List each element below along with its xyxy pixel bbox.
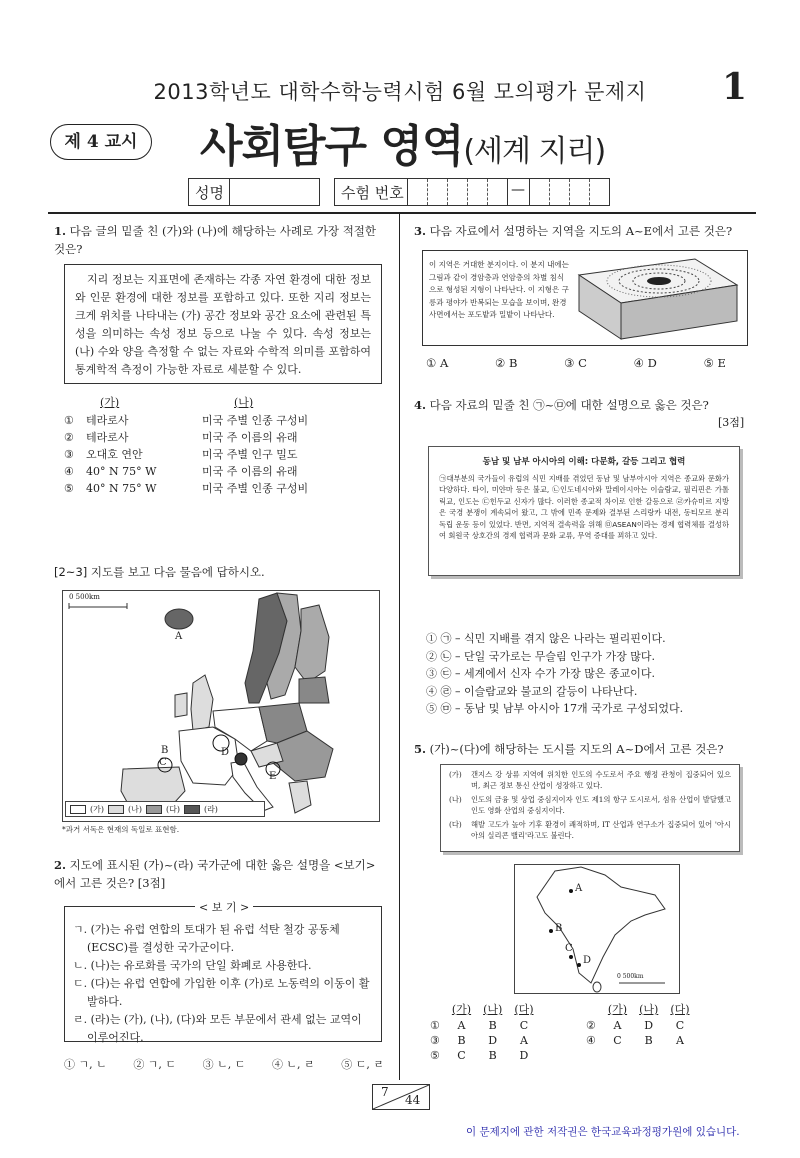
q5-number: 5.: [414, 742, 427, 756]
q4-options: [426, 630, 746, 718]
q5-table-header: (다): [670, 1003, 690, 1016]
map-label-a: A: [175, 631, 183, 642]
q5-table-header: (가): [607, 1003, 628, 1016]
question-1: [54, 222, 389, 258]
question-3: [414, 222, 754, 240]
basin-block-diagram: [575, 255, 741, 341]
q5-option-value: C: [613, 1034, 622, 1047]
q5-option-value: B: [488, 1049, 497, 1062]
q5-option-value: B: [644, 1034, 653, 1047]
map-label-d: D: [221, 747, 230, 758]
page-digit: 1: [722, 66, 748, 108]
q5-option-value: A: [613, 1019, 622, 1032]
page-total: 44: [405, 1093, 421, 1107]
q1-option-number: ①: [64, 414, 74, 427]
q1-option-row[interactable]: [64, 480, 384, 497]
city-dot-b: [549, 929, 553, 933]
q3-option[interactable]: ⑤ E: [703, 356, 726, 370]
q1-option-a: 테라로사: [86, 431, 129, 444]
q5-option-number: ⑤: [430, 1049, 440, 1062]
q5-option-row[interactable]: [580, 1018, 696, 1033]
q5-option-row[interactable]: [424, 1048, 540, 1063]
q3-text: 다음 자료에서 설명하는 지역을 지도의 A~E에서 고른 것은?: [429, 224, 733, 238]
q1-option-b: 미국 주 이름의 유래: [202, 465, 298, 478]
q2-text: 지도에 표시된 (가)~(라) 국가군에 대한 옳은 설명을 <보기> 에서 고른 것은? [3점]: [54, 858, 376, 890]
q2-number: 2.: [54, 858, 67, 872]
q4-option[interactable]: ③ ㉢ – 세계에서 신자 수가 가장 많은 종교이다.: [426, 667, 655, 680]
q3-number: 3.: [414, 224, 427, 238]
q5-answer-left: [424, 1000, 540, 1063]
q3-option[interactable]: ① A: [426, 356, 449, 370]
question-4: [414, 396, 750, 414]
city-dot-a: [569, 889, 573, 893]
city-dot-d: [577, 963, 581, 967]
name-label: 성명: [195, 184, 224, 202]
question-2: [54, 856, 389, 892]
q3-passage: 이 지역은 거대한 분지이다. 이 분지 내에는 그림과 같이 경암층과 연암층의 차별 침식으로 형성된 지형이 나타난다. 이 지형은 구릉과 평야가 반복되는 모습을 보이며, 완경사면에서는 포도밭과 밀밭이 나타난다.: [429, 260, 569, 319]
q1-options: [64, 394, 384, 497]
q1-col-a: (가): [100, 396, 120, 409]
q2-option[interactable]: ③ ㄴ, ㄷ: [202, 1058, 246, 1071]
q3-option[interactable]: ③ C: [564, 356, 587, 370]
q5-item-tag: (나): [449, 795, 462, 804]
q4-option[interactable]: ② ㉡ – 단일 국가로는 무슬림 인구가 가장 많다.: [426, 649, 655, 663]
india-map: [514, 864, 680, 994]
q2-option[interactable]: ① ㄱ, ㄴ: [64, 1058, 107, 1071]
name-box[interactable]: [188, 178, 320, 206]
q5-item: [449, 794, 731, 816]
q5-option-number: ③: [430, 1034, 440, 1047]
q5-option-row[interactable]: [424, 1033, 540, 1048]
q1-option-b: 미국 주 이름의 유래: [202, 431, 298, 444]
page-current: 7: [381, 1085, 389, 1099]
q2-options: [64, 1056, 384, 1072]
q5-option-value: D: [644, 1019, 654, 1032]
q5-table-corner: [424, 1000, 446, 1018]
india-map-svg: [515, 865, 679, 993]
q5-option-value: A: [519, 1034, 528, 1047]
q4-number: 4.: [414, 398, 427, 412]
legend-swatch-da: [146, 805, 162, 814]
europe-map-svg: [63, 591, 379, 821]
legend-swatch-na: [108, 805, 124, 814]
legend-na: (나): [127, 804, 142, 814]
city-dot-c: [569, 955, 573, 959]
q1-passage: 지리 정보는 지표면에 존재하는 각종 자연 환경에 대한 정보와 인문 환경에 대한 정보를 포함하고 있다. 또한 지리 정보는 크게 위치를 나타내는 (가) 공간 정보와 공간 요소에 관련된 특성을 의미하는 속성 정보 등으로 나눌 수 있다. 속성 정보는 (나) 수와 양을 측정할 수 없는 자료와 수학적 의미를 포함하여 통계학적 측정이 가능한 자료로 세분할 수 있다.: [75, 273, 371, 376]
q1-option-number: ⑤: [64, 482, 74, 495]
q1-col-b: (나): [234, 396, 254, 409]
copyright-notice: 이 문제지에 관한 저작권은 한국교육과정평가원에 있습니다.: [466, 1126, 740, 1138]
question-5: [414, 740, 750, 758]
legend-swatch-ra: [184, 805, 200, 814]
q1-option-a: 40° N 75° W: [86, 465, 157, 478]
q4-card-title: 동남 및 남부 아시아의 이해: 다문화, 갈등 그리고 협력: [482, 457, 686, 467]
q1-option-number: ③: [64, 448, 74, 461]
q5-text: (가)~(다)에 해당하는 도시를 지도의 A~D에서 고른 것은?: [429, 742, 724, 756]
bogi-title: < 보 기 >: [195, 899, 253, 915]
ireland-shape: [175, 693, 187, 717]
q5-option-value: D: [519, 1049, 529, 1062]
bogi-item: ㄹ. (라)는 (가), (나), (다)와 모든 부문에서 관세 없는 교역이 이루어진다.: [73, 1013, 362, 1044]
q5-item-text: 갠지스 강 상류 지역에 위치한 인도의 수도로서 주요 행정 관청이 집중되어 있으며, 최근 정보 통신 산업이 성장하고 있다.: [471, 770, 731, 790]
q5-option-value: C: [675, 1019, 685, 1032]
subject-sub: (세계 지리): [463, 134, 606, 169]
q1-option-b: 미국 주별 인종 구성비: [202, 482, 309, 495]
q4-card: [428, 446, 740, 576]
q5-option-number: ②: [586, 1019, 596, 1032]
subject-title: [200, 110, 605, 174]
map-legend: [65, 801, 265, 817]
column-divider: [399, 214, 400, 1080]
q4-option[interactable]: ④ ㉣ – 이슬람교와 불교의 갈등이 나타난다.: [426, 684, 638, 698]
india-label-a: A: [575, 883, 583, 894]
q5-item-tag: (다): [449, 820, 462, 829]
legend-swatch-ga: [70, 805, 86, 814]
q5-option-value: C: [519, 1019, 529, 1032]
q1-option-a: 테라로사: [86, 414, 129, 427]
q4-text: 다음 자료의 밑줄 친 ㉠~㉤에 대한 설명으로 옳은 것은?: [429, 398, 709, 412]
q2-option[interactable]: ② ㄱ, ㄷ: [133, 1058, 177, 1071]
q5-option-row[interactable]: [424, 1018, 540, 1033]
q5-table-corner: [580, 1000, 602, 1018]
q3-material-box: [422, 250, 748, 346]
q5-item-tag: (가): [449, 770, 462, 779]
exam-number-box[interactable]: [334, 178, 610, 206]
bogi-item: ㄷ. (다)는 유럽 연합에 가입한 이후 (가)로 노동력의 이동이 활발하다.: [73, 977, 370, 1008]
q5-table-header: (나): [483, 1003, 503, 1016]
q4-option[interactable]: ⑤ ㉤ – 동남 및 남부 아시아 17개 국가로 구성되었다.: [426, 702, 684, 715]
q1-option-b: 미국 주별 인구 밀도: [202, 448, 298, 461]
legend-ra: (라): [203, 804, 218, 814]
q1-option-row[interactable]: [64, 412, 384, 429]
header-rule: [48, 212, 756, 214]
q3-option[interactable]: ④ D: [633, 356, 657, 370]
exam-title: 2013학년도 대학수학능력시험 6월 모의평가 문제지: [153, 80, 647, 104]
exam-number-dash: —: [511, 182, 525, 198]
exam-number-label: 수험 번호: [341, 184, 404, 202]
q1-option-row[interactable]: [64, 446, 384, 463]
q5-option-value: A: [675, 1034, 684, 1047]
q5-item: [449, 819, 731, 841]
instruction-2-3: [2~3] 지도를 보고 다음 물음에 답하시오.: [54, 565, 265, 579]
subject-main: 사회탐구 영역: [200, 121, 464, 172]
q5-option-number: ①: [430, 1019, 440, 1032]
q5-card: [440, 764, 740, 852]
baltic-shape: [299, 677, 329, 703]
q1-option-a: 오대호 연안: [86, 448, 143, 461]
q5-option-number: ④: [586, 1034, 596, 1047]
map-label-c: C: [159, 757, 167, 768]
bogi-item: ㄱ. (가)는 유럽 연합의 토대가 된 유럽 석탄 철강 공동체 (ECSC)를 결성한 국가군이다.: [73, 923, 340, 954]
q1-option-row[interactable]: [64, 463, 384, 480]
q1-option-b: 미국 주별 인종 구성비: [202, 414, 309, 427]
q5-table-header: (나): [639, 1003, 659, 1016]
q2-bogi-box: [64, 901, 382, 1044]
bogi-item: ㄴ. (나)는 유로화를 국가의 단일 화폐로 사용한다.: [73, 959, 312, 972]
q1-option-a: 40° N 75° W: [86, 482, 157, 495]
q5-answer-right: [580, 1000, 696, 1048]
q1-number: 1.: [54, 224, 67, 238]
q5-option-value: B: [457, 1034, 466, 1047]
q5-option-value: B: [488, 1019, 497, 1032]
q1-option-number: ②: [64, 431, 74, 444]
map-label-e: E: [269, 771, 277, 782]
q4-card-body: ㉠대부분의 국가들이 유럽의 식민 지배를 겪었던 동남 및 남부아시아 지역은 종교와 문화가 다양하다. 타이, 미얀마 등은 불교, ㉡인도네시아와 말레이시아는 이슬람교, 필리핀은 가톨릭교, 인도는 ㉢힌두교 신자가 많다. 이러한 종교적 차이로 인한 갈등으로 ㉣카슈미르 지방은 국경 분쟁이 계속되어 왔고, 그 밖에 민족 문제와 결부된 스리랑카 내전, 동티모르 분리 독립 운동 등이 있었다. 반면, 지역적 결속력을 위해 ㉤ASEAN이라는 경제 협력체를 결성하여 회원국 상호간의 경제 협력과 문화 교류, 무역 증대를 꾀하고 있다.: [439, 474, 729, 541]
map-scale: 0 500km: [69, 593, 100, 601]
q5-item: [449, 769, 731, 791]
q5-option-value: A: [457, 1019, 466, 1032]
q4-option[interactable]: ① ㉠ – 식민 지배를 겪지 않은 나라는 필리핀이다.: [426, 632, 666, 645]
india-scale: 0 500km: [617, 973, 644, 980]
q2-option[interactable]: ⑤ ㄷ, ㄹ: [341, 1058, 384, 1071]
page-number-box: [372, 1084, 430, 1110]
q1-text: 다음 글의 밑줄 친 (가)와 (나)에 해당하는 사례로 가장 적절한 것은?: [54, 224, 377, 256]
q1-passage-box: [64, 264, 382, 384]
q5-option-value: D: [488, 1034, 498, 1047]
india-label-c: C: [565, 943, 573, 954]
india-label-b: B: [555, 923, 563, 934]
q1-option-number: ④: [64, 465, 74, 478]
map-footnote: *과거 서독은 현재의 독일로 표현함.: [62, 825, 180, 834]
q5-table-header: (다): [514, 1003, 534, 1016]
q5-item-text: 해발 고도가 높아 기후 환경이 쾌적하며, IT 산업과 연구소가 집중되어 있어 '아시아의 실리콘 밸리'라고도 불린다.: [471, 820, 731, 840]
map-label-b: B: [161, 745, 169, 756]
q2-option[interactable]: ④ ㄴ, ㄹ: [271, 1058, 315, 1071]
europe-map: [62, 590, 380, 822]
legend-ga: (가): [90, 804, 104, 814]
q3-option[interactable]: ② B: [495, 356, 518, 370]
island-a: [165, 609, 193, 629]
period-badge: 제 4 교시: [50, 124, 152, 160]
q4-points: [3점]: [718, 416, 745, 429]
q5-option-row[interactable]: [580, 1033, 696, 1048]
q1-option-row[interactable]: [64, 429, 384, 446]
q3-options: [426, 356, 726, 370]
q5-table-header: (가): [451, 1003, 472, 1016]
q5-option-value: C: [457, 1049, 466, 1062]
q5-item-text: 인도의 금융 및 상업 중심지이자 인도 제1의 항구 도시로서, 섬유 산업이 발달했고 인도 영화 산업의 중심지이다.: [471, 795, 731, 815]
india-label-d: D: [583, 955, 592, 966]
legend-da: (다): [165, 804, 180, 814]
